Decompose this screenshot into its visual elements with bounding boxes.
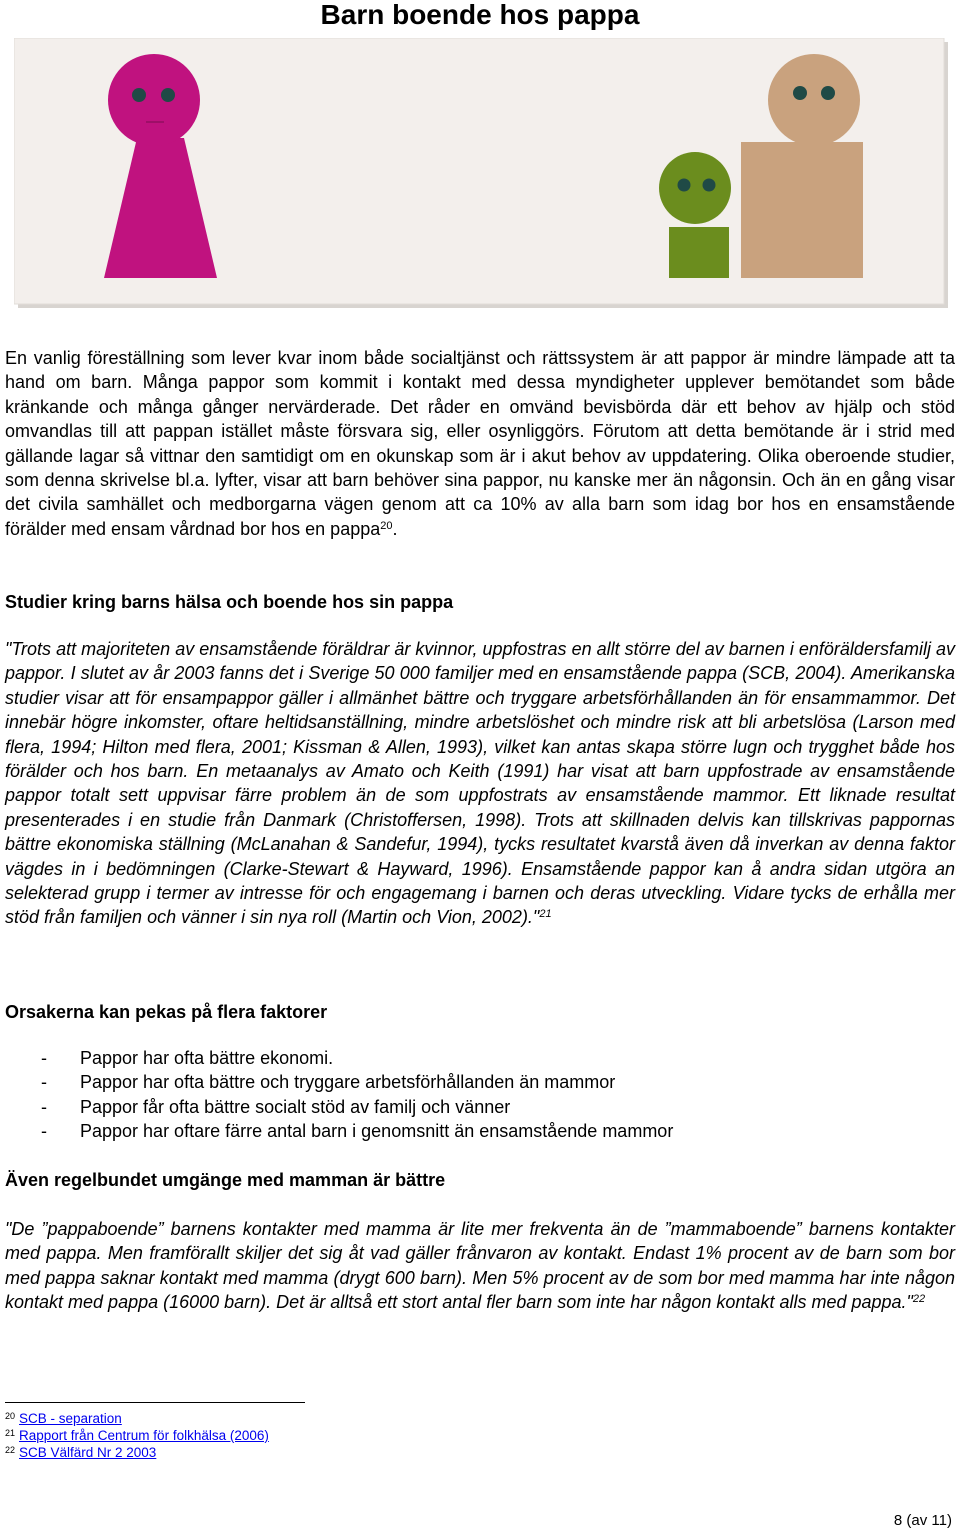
family-illustration <box>14 38 948 308</box>
causes-list <box>5 1046 955 1144</box>
footnote-ref-20[interactable]: 20 <box>380 519 393 532</box>
footnote: 20 SCB - separation <box>5 1411 122 1426</box>
child-body <box>669 227 729 278</box>
child-left-eye-icon <box>678 179 691 192</box>
list-dash: - <box>41 1048 47 1068</box>
mother-head <box>108 54 200 146</box>
father-head <box>768 54 860 146</box>
list-dash: - <box>41 1072 47 1093</box>
footnote: 22 SCB Välfärd Nr 2 2003 <box>5 1445 157 1460</box>
child-head <box>659 152 731 224</box>
contact-quote-text: "De ”pappaboende” barnens kontakter med mamma är lite mer frekventa än de ”mammaboende” barnens kontakter med pappa. Men framförallt skiljer det sig åt vad gäller frånvaron av kontakt. Endast 1% procent av de barn som bor med pappa saknar kontakt med mamma (drygt 600 barn). Men 5% procent av de som bor med mamma har inte någon kontakt med pappa (16000 barn). Det är alltså ett stort antal fler barn som inte har någon kontakt alls med pappa." <box>5 1219 955 1313</box>
mother-left-eye-icon <box>132 88 146 102</box>
studies-quote <box>5 637 955 930</box>
list-item-text: Pappor har ofta bättre och tryggare arbetsförhållanden än mammor <box>80 1072 616 1093</box>
list-item-text: Pappor har oftare färre antal barn i genomsnitt än ensamstående mammor <box>80 1121 674 1142</box>
page-number: 8 (av 11) <box>893 1512 952 1529</box>
list-item <box>5 1046 955 1070</box>
intro-text: En vanlig föreställning som lever kvar inom både socialtjänst och rättssystem är att pappor är mindre lämpade att ta hand om barn. Många pappor som kommit i kontakt med dessa myndigheter upplever bemötandet som både kränkande och många gånger nervärderade. Det råder en omvänd bevisbörda där ett behov av hjälp och stöd omvandlas till att pappan istället måste försvara sig, eller osynliggörs. Förutom att detta bemötande är i strid med gällande lagar så vittnar den samtidigt om en okunskap som är i akut behov av uppdatering. Olika oberoende studier, som denna skrivelse bl.a. lyfter, visar att barn behöver sina pappor, nu kanske mer än någonsin. Och än en gång visar det civila samhället och medborgarna vägen genom att ca 10% av alla barn som idag bor hos en ensamstående förälder med ensam vårdnad bor hos en pappa <box>5 348 955 539</box>
contact-quote <box>5 1217 955 1315</box>
father-left-eye-icon <box>793 86 807 100</box>
footnote: 21 Rapport från Centrum för folkhälsa (2006) <box>5 1428 269 1443</box>
list-item <box>5 1095 955 1119</box>
footnote-link-scb-separation[interactable]: SCB - separation <box>19 1411 122 1426</box>
section-heading-studies: Studier kring barns hälsa och boende hos sin pappa <box>5 592 454 612</box>
section-heading-causes: Orsakerna kan pekas på flera faktorer <box>5 1002 328 1022</box>
father-body <box>741 142 863 278</box>
footnote-ref-22[interactable]: 22 <box>912 1293 926 1306</box>
section-heading-contact: Även regelbundet umgänge med mamman är bättre <box>5 1170 446 1190</box>
intro-paragraph <box>5 346 955 541</box>
mother-right-eye-icon <box>161 88 175 102</box>
list-dash: - <box>41 1096 47 1117</box>
footnote-link-scb-valfard[interactable]: SCB Välfärd Nr 2 2003 <box>19 1445 157 1460</box>
child-right-eye-icon <box>703 179 716 192</box>
footnote-ref-21[interactable]: 21 <box>539 908 552 921</box>
footnotes <box>5 1410 269 1461</box>
studies-quote-text: "Trots att majoriteten av ensamstående föräldrar är kvinnor, uppfostras en allt större del av barnen i enföräldersfamilj av pappor. I slutet av år 2003 fanns det i Sverige 50 000 familjer med en ensamstående pappa (SCB, 2004). Amerikanska studier visar att för ensampappor gäller i allmänhet bättre och tryggare arbetsförhållanden än för ensammammor. Det innebär högre inkomster, oftare heltidsanställning, mindre arbetslöshet och mindre risk att bli arbetslösa (Larson med flera, 1994; Hilton med flera, 2001; Kissman & Allen, 1993), vilket kan antas skapa större lugn och trygghet både hos förälder och hos barn. En metaanalys av Amato och Keith (1991) har visat att barn uppfostrade av ensamstående pappor totalt sett uppvisar färre problem än de som uppfostrats av ensamstående mammor. Ett liknade resultat presenterades i en studie från Danmark (Christoffersen, 1998). Trots att skillnaden delvis kan tillskrivas pappornas bättre ekonomiska ställning (McLanahan & Sandefur, 1994), tycks resultatet kvarstå även då inverkan av denna faktor vägdes in i bedömningen (Clarke-Stewart & Hayward, 1996). Ensamstående pappor kan å andra sidan utgöra an selekterad grupp i termer av intresse för och engagemang i barnen och deras utveckling. Vidare tycks de erhålla mer stöd från familjen och vänner i sin nya roll (Martin och Vion, 2002)." <box>5 639 955 928</box>
footnote-divider <box>5 1402 305 1403</box>
list-item <box>5 1119 955 1143</box>
footnote-link-folkhalsa-report[interactable]: Rapport från Centrum för folkhälsa (2006) <box>19 1428 269 1443</box>
list-item <box>5 1070 955 1094</box>
list-dash: - <box>41 1121 47 1142</box>
page-title: Barn boende hos pappa <box>320 0 640 30</box>
intro-text-end: . <box>392 518 398 539</box>
list-item-text: Pappor får ofta bättre socialt stöd av familj och vänner <box>80 1096 511 1117</box>
list-item-text: Pappor har ofta bättre ekonomi. <box>80 1048 334 1068</box>
father-right-eye-icon <box>821 86 835 100</box>
